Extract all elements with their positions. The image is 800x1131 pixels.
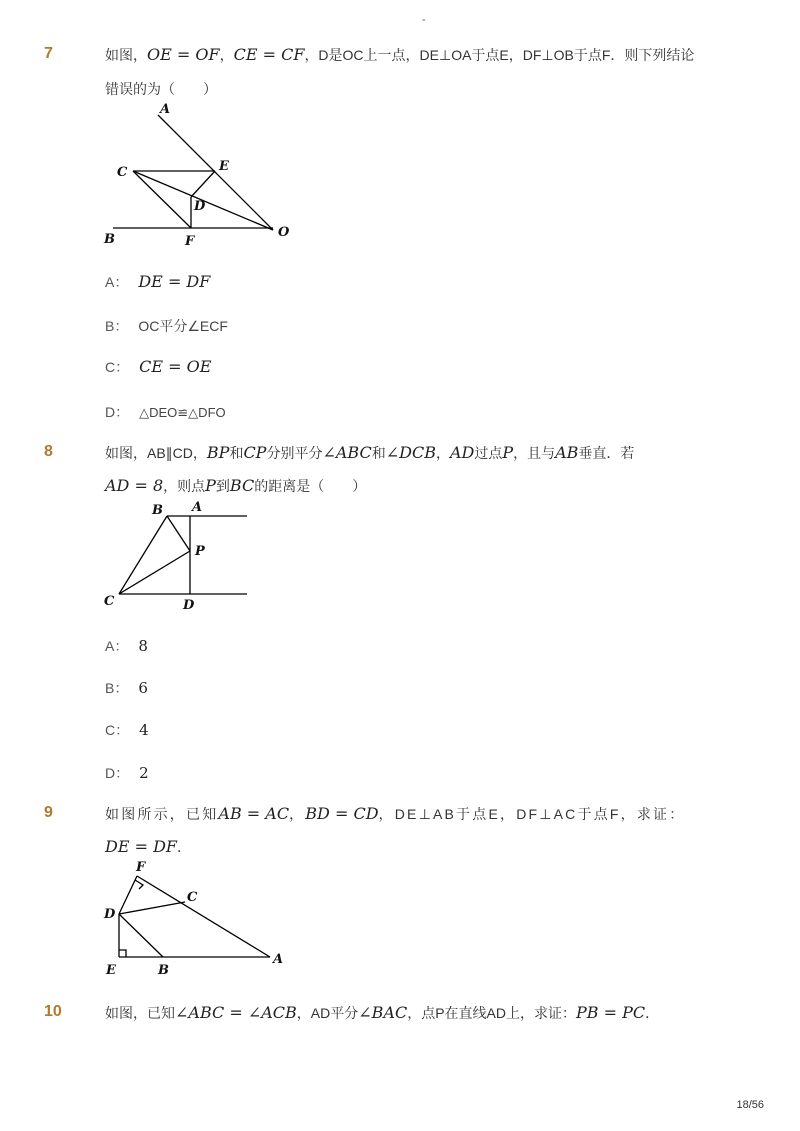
q8-label-c: C	[104, 594, 115, 609]
q7-label-c: C	[117, 165, 128, 180]
q9-label-f: F	[136, 860, 146, 875]
q9-label-e: E	[106, 963, 116, 978]
q7-label-b: B	[104, 232, 115, 247]
right-angle-f	[135, 880, 143, 889]
q7-label-o: O	[278, 225, 290, 240]
q8-label-p: P	[195, 544, 205, 559]
question-9-number: 9	[44, 804, 53, 821]
q9-label-d: D	[104, 907, 116, 922]
q8-label-b: B	[152, 503, 163, 518]
question-7-number: 7	[44, 45, 53, 62]
q7-option-d[interactable]: D： △DEO≌△DFO	[105, 404, 226, 420]
q7-option-c[interactable]: C： CE = OE	[105, 357, 212, 376]
question-8-number: 8	[44, 443, 53, 460]
question-10-stem-line1: 如图，已知∠ABC = ∠ACB，AD平分∠BAC，点P在直线AD上，求证：PB = PC．	[105, 1003, 660, 1022]
q8-label-a: A	[192, 500, 203, 515]
header-mark: -	[422, 14, 426, 26]
question-8-figure	[100, 498, 260, 621]
q7-geometry-diagram	[95, 100, 305, 250]
q7-text: ，	[219, 47, 234, 63]
question-7-stem-line1	[105, 45, 694, 65]
q8-label-d: D	[183, 598, 195, 613]
q8-option-a[interactable]: A： 8	[105, 637, 148, 655]
line-c-p	[119, 551, 190, 594]
q7-math: CE = CF	[233, 45, 305, 64]
question-8-stem-line2: AD = 8，则点P到BC的距离是（ ）	[105, 476, 367, 495]
q9-label-a: A	[273, 952, 284, 967]
line-d-c	[119, 902, 185, 914]
q7-text: ，D是OC上一点，DE⊥OA于点E，DF⊥OB于点F．则下列结论	[304, 47, 695, 63]
q7-option-b[interactable]: B： OC平分∠ECF	[105, 318, 228, 334]
line-b-p	[167, 516, 190, 551]
question-10-number: 10	[44, 1003, 62, 1020]
question-7-stem-line2: 错误的为（ ）	[105, 81, 217, 97]
q7-label-d: D	[194, 199, 206, 214]
q9-label-b: B	[158, 963, 169, 978]
line-d-e	[191, 171, 215, 197]
q9-label-c: C	[187, 890, 198, 905]
question-7-figure	[95, 100, 305, 253]
line-d-f	[119, 876, 137, 914]
q8-option-d[interactable]: D： 2	[105, 764, 149, 782]
line-c-f	[133, 171, 191, 228]
q7-label-e: E	[219, 159, 229, 174]
q7-label-f: F	[185, 234, 195, 249]
question-9-stem-line1: 如图所示，已知AB = AC，BD = CD，DE⊥AB于点E，DF⊥AC于点F，求证：	[105, 804, 686, 823]
line-f-a	[137, 876, 270, 957]
question-8-stem-line1: 如图，AB∥CD，BP和CP分别平分∠ABC和∠DCB，AD过点P，且与AB垂直．若	[105, 443, 635, 462]
line-b-c	[119, 516, 167, 594]
q7-text: 如图，	[105, 47, 147, 63]
question-9-stem-line2: DE = DF．	[105, 837, 192, 856]
question-9-figure	[100, 856, 290, 984]
right-angle-e	[119, 950, 126, 957]
q8-geometry-diagram	[100, 498, 260, 618]
q9-geometry-diagram	[100, 856, 290, 981]
q7-option-a[interactable]: A： DE = DF	[105, 272, 211, 291]
q7-math: OE = OF	[147, 45, 220, 64]
q8-option-b[interactable]: B： 6	[105, 679, 148, 697]
page-number: 18/56	[736, 1099, 764, 1111]
q7-label-a: A	[160, 102, 171, 117]
q8-option-c[interactable]: C： 4	[105, 721, 149, 739]
